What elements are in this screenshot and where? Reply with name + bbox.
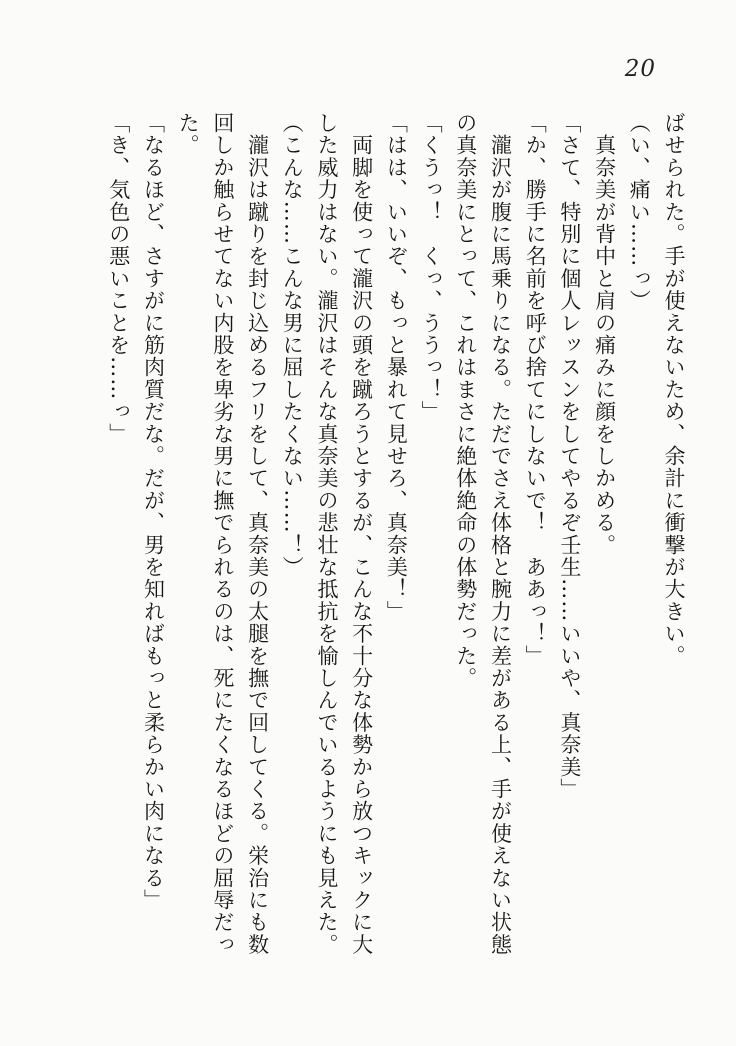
text-line: （こんな……こんな男に屈したくない……！） — [280, 112, 305, 579]
text-line: 「き、気色の悪いことを……っ」 — [106, 112, 131, 445]
text-line: 「さて、特別に個人レッスンをしてやるぞ壬生……いいや、真奈美」 — [557, 112, 582, 801]
text-line: た。 — [176, 112, 201, 157]
text-line: の真奈美にとって、これはまさに絶体絶命の体勢だった。 — [453, 112, 478, 690]
text-line: 両脚を使って瀧沢の頭を蹴ろうとするが、こんな不十分な体勢から放つキックに大 — [349, 112, 374, 956]
text-columns — [101, 112, 691, 998]
text-line: 瀧沢は蹴りを封じ込めるフリをして、真奈美の太腿を撫で回してくる。栄治にも数 — [245, 112, 270, 956]
text-line: 瀧沢が腹に馬乗りになる。ただでさえ体格と腕力に差がある上、手が使えない状態 — [488, 112, 513, 956]
text-line: した威力はない。瀧沢はそんな真奈美の悲壮な抵抗を愉しんでいるようにも見えた。 — [314, 112, 339, 956]
text-line: （い、痛い……っ） — [627, 112, 652, 312]
text-line: 回しか触らせてない内股を卑劣な男に撫でられるのは、死にたくなるほどの屈辱だっ — [210, 112, 235, 956]
text-line: 真奈美が背中と肩の痛みに顔をしかめる。 — [592, 112, 617, 556]
text-line: 「なるほど、さすがに筋肉質だな。だが、男を知ればもっと柔らかい肉になる」 — [141, 112, 166, 912]
page-number: 20 — [624, 56, 656, 82]
text-line: ばせられた。手が使えないため、余計に衝撃が大きい。 — [662, 112, 686, 667]
text-line: 「か、勝手に名前を呼び捨てにしないで！ ああっ！」 — [523, 112, 548, 667]
text-line: 「はは、いいぞ、もっと暴れて見せろ、真奈美！」 — [384, 112, 409, 623]
text-line: 「くうっ！ くっ、ううっ！」 — [419, 112, 444, 423]
